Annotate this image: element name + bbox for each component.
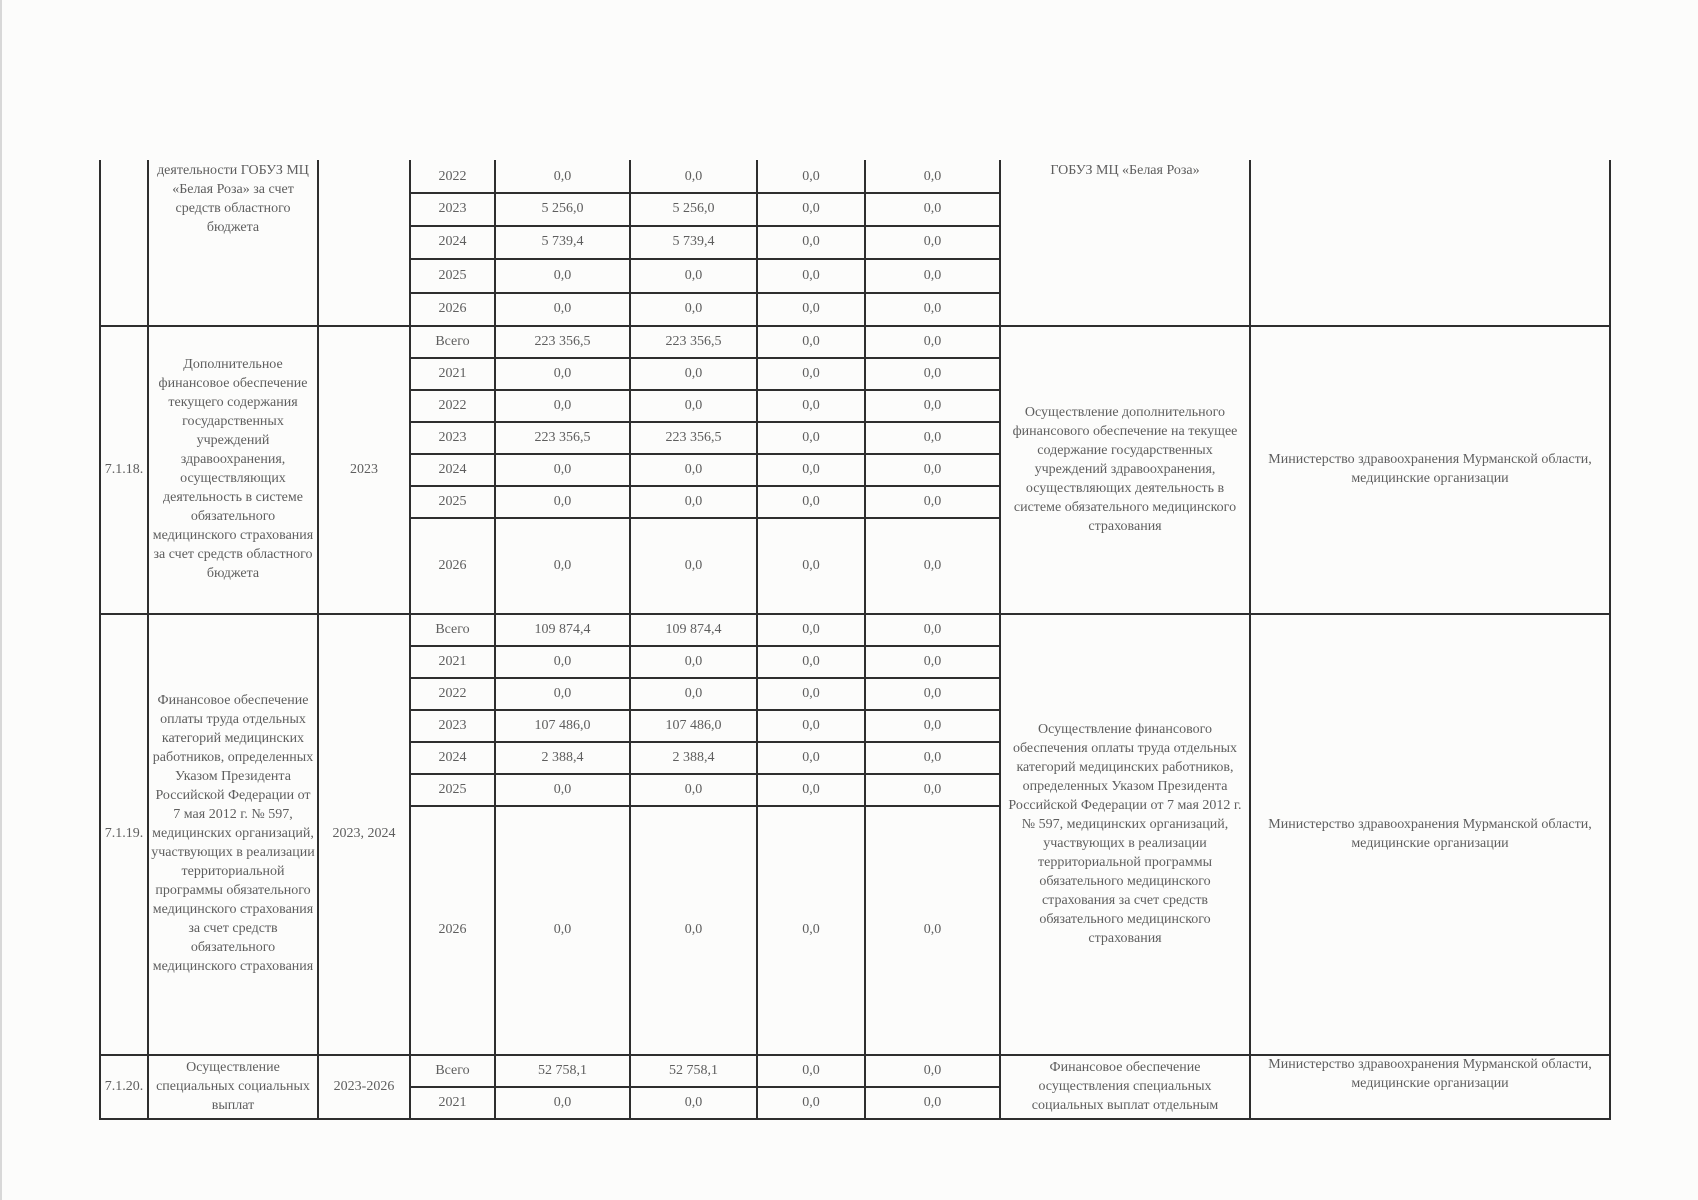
column-rule: [1249, 160, 1251, 1120]
finance-value-total: 109 874,4: [534, 621, 591, 637]
finance-value-other: 0,0: [923, 922, 942, 937]
measure-term: 2023-2026: [333, 1078, 395, 1094]
row-rule: [410, 709, 1000, 711]
finance-value-regional: 0,0: [684, 461, 703, 477]
finance-value-other: 0,0: [923, 621, 942, 637]
finance-year: 2021: [438, 653, 467, 669]
finance-value-other: 0,0: [923, 749, 942, 765]
finance-value-regional: 0,0: [684, 267, 703, 283]
finance-value-other: 0,0: [923, 717, 942, 733]
finance-value-federal: 0,0: [802, 1062, 820, 1078]
finance-value-regional: 109 874,4: [665, 621, 722, 637]
finance-year: Всего: [435, 621, 470, 637]
expected-result: Финансовое обеспечение осуществления специальных социальных выплат отдельным: [1031, 1059, 1219, 1113]
finance-value-federal: 0,0: [802, 365, 820, 381]
finance-value-total: 0,0: [553, 267, 572, 283]
finance-value-regional: 0,0: [684, 922, 703, 937]
row-rule: [410, 421, 1000, 423]
finance-value-other: 0,0: [923, 333, 942, 349]
finance-value-regional: 2 388,4: [672, 749, 715, 765]
finance-value-total: 0,0: [553, 781, 572, 797]
finance-value-other: 0,0: [923, 461, 942, 477]
finance-value-total: 223 356,5: [534, 333, 591, 349]
finance-value-other: 0,0: [923, 685, 942, 701]
column-rule: [864, 160, 866, 1120]
expected-result: Осуществление финансового обеспечения оплаты труда отдельных категорий медицинских работников, определенных Указом Президента Российской Федерации от 7 мая 2012 г. № 597, медицинских организаций, участвующих в реализации территориальной программы обязательного медицинского страхования за счет средств обязательного медицинского страхования: [1008, 721, 1242, 946]
finance-year: 2025: [438, 493, 467, 509]
measure-number: 7.1.19.: [104, 826, 144, 841]
finance-value-federal: 0,0: [802, 1094, 820, 1110]
finance-year: 2024: [438, 461, 467, 477]
finance-value-total: 5 739,4: [541, 234, 584, 249]
row-rule: [410, 677, 1000, 679]
finance-value-other: 0,0: [923, 557, 942, 573]
row-rule: [410, 389, 1000, 391]
row-rule: [410, 805, 1000, 807]
finance-value-total: 0,0: [553, 397, 572, 413]
responsible-executor: Министерство здравоохранения Мурманской области, медицинские организации: [1268, 816, 1592, 851]
finance-year: 2024: [438, 234, 467, 249]
finance-value-other: 0,0: [923, 397, 942, 413]
finance-value-regional: 5 256,0: [672, 201, 715, 216]
finance-year: 2023: [438, 429, 467, 445]
finance-value-other: 0,0: [923, 1094, 942, 1110]
finance-value-total: 0,0: [553, 557, 572, 573]
row-rule: [410, 1086, 1000, 1088]
finance-value-regional: 223 356,5: [665, 429, 722, 445]
measure-term: 2023, 2024: [332, 826, 396, 841]
finance-value-federal: 0,0: [802, 234, 820, 249]
finance-value-total: 5 256,0: [541, 201, 584, 216]
finance-value-federal: 0,0: [802, 429, 820, 445]
finance-value-regional: 5 739,4: [672, 234, 715, 249]
responsible-executor: [1253, 161, 1607, 324]
finance-year: 2021: [438, 1094, 467, 1110]
finance-year: 2026: [438, 557, 467, 573]
measure-term: [321, 161, 407, 324]
finance-value-total: 0,0: [553, 922, 572, 937]
finance-value-federal: 0,0: [802, 397, 820, 413]
block-rule: [100, 1054, 1610, 1056]
finance-year: 2023: [438, 717, 467, 733]
row-rule: [410, 292, 1000, 294]
finance-value-federal: 0,0: [802, 717, 820, 733]
row-rule: [410, 258, 1000, 260]
finance-value-regional: 0,0: [684, 653, 703, 669]
finance-value-total: 0,0: [553, 461, 572, 477]
finance-value-total: 0,0: [553, 365, 572, 381]
finance-value-federal: 0,0: [802, 781, 820, 797]
finance-year: 2025: [438, 267, 467, 283]
finance-year: 2023: [438, 201, 467, 216]
row-rule: [410, 741, 1000, 743]
finance-value-federal: 0,0: [802, 685, 820, 701]
block-rule: [100, 1118, 1610, 1120]
finance-value-federal: 0,0: [802, 201, 820, 216]
finance-value-regional: 0,0: [684, 493, 703, 509]
measure-name: деятельности ГОБУЗ МЦ «Белая Роза» за счет средств областного бюджета: [157, 163, 309, 235]
row-rule: [410, 225, 1000, 227]
finance-year: 2021: [438, 365, 467, 381]
finance-value-total: 0,0: [553, 301, 572, 316]
finance-value-regional: 0,0: [684, 301, 703, 316]
column-rule: [999, 160, 1001, 1120]
responsible-executor: Министерство здравоохранения Мурманской области, медицинские организации: [1268, 1057, 1592, 1091]
finance-value-federal: 0,0: [802, 922, 820, 937]
finance-value-other: 0,0: [923, 168, 942, 184]
measure-name: Осуществление специальных социальных выплат: [156, 1059, 310, 1113]
finance-value-federal: 0,0: [802, 653, 820, 669]
row-rule: [410, 192, 1000, 194]
finance-value-federal: 0,0: [802, 168, 820, 184]
finance-value-regional: 0,0: [684, 397, 703, 413]
finance-value-federal: 0,0: [802, 749, 820, 765]
finance-value-other: 0,0: [923, 1062, 942, 1078]
block-rule: [100, 325, 1610, 327]
finance-value-federal: 0,0: [802, 333, 820, 349]
scan-left-edge: [0, 0, 2, 1200]
measure-number: 7.1.18.: [104, 461, 144, 477]
column-rule: [317, 160, 319, 1120]
finance-value-regional: 107 486,0: [665, 717, 722, 733]
finance-value-regional: 0,0: [684, 1094, 703, 1110]
finance-value-regional: 223 356,5: [665, 333, 722, 349]
finance-value-other: 0,0: [923, 201, 942, 216]
finance-year: Всего: [435, 1062, 470, 1078]
finance-value-regional: 0,0: [684, 557, 703, 573]
measure-number: 7.1.20.: [104, 1078, 144, 1094]
measure-term: 2023: [350, 461, 378, 477]
finance-value-federal: 0,0: [802, 267, 820, 283]
measure-number: [103, 161, 145, 324]
finance-year: 2026: [438, 301, 467, 316]
finance-value-regional: 0,0: [684, 685, 703, 701]
finance-value-other: 0,0: [923, 234, 942, 249]
finance-value-total: 223 356,5: [534, 429, 591, 445]
finance-year: 2025: [438, 781, 467, 797]
finance-value-total: 107 486,0: [534, 717, 591, 733]
row-rule: [410, 645, 1000, 647]
finance-value-regional: 0,0: [684, 365, 703, 381]
finance-value-total: 0,0: [553, 1094, 572, 1110]
finance-value-other: 0,0: [923, 301, 942, 316]
column-rule: [756, 160, 758, 1120]
finance-value-federal: 0,0: [802, 461, 820, 477]
row-rule: [410, 773, 1000, 775]
finance-value-total: 52 758,1: [538, 1062, 587, 1078]
finance-value-regional: 0,0: [684, 168, 703, 184]
finance-value-other: 0,0: [923, 653, 942, 669]
row-rule: [410, 357, 1000, 359]
finance-value-total: 0,0: [553, 493, 572, 509]
measure-name: Дополнительное финансовое обеспечение текущего содержания государственных учреждений здравоохранения, осуществляющих деятельность в системе обязательного медицинского страхования за счет средств областного бюджета: [152, 357, 314, 581]
row-rule: [410, 453, 1000, 455]
finance-year: 2022: [438, 168, 467, 184]
expected-result: Осуществление дополнительного финансового обеспечение на текущее содержание государственных учреждений здравоохранения, осуществляющих деятельность в системе обязательного медицинского страхования: [1012, 404, 1238, 534]
finance-value-other: 0,0: [923, 781, 942, 797]
finance-value-regional: 0,0: [684, 781, 703, 797]
column-rule: [494, 160, 496, 1120]
finance-year: 2022: [438, 685, 467, 701]
measure-name: Финансовое обеспечение оплаты труда отдельных категорий медицинских работников, определенных Указом Президента Российской Федерации от 7 мая 2012 г. № 597, медицинских организаций, участвующих в реализации территориальной программы обязательного медицинского страхования за счет средств обязательного медицинского страхования: [151, 693, 315, 974]
finance-value-federal: 0,0: [802, 493, 820, 509]
expected-result: ГОБУЗ МЦ «Белая Роза»: [1050, 163, 1200, 178]
finance-value-total: 2 388,4: [541, 749, 584, 765]
column-rule: [409, 160, 411, 1120]
finance-value-federal: 0,0: [802, 621, 820, 637]
row-rule: [410, 485, 1000, 487]
finance-value-total: 0,0: [553, 653, 572, 669]
responsible-executor: Министерство здравоохранения Мурманской области, медицинские организации: [1268, 452, 1592, 486]
finance-year: 2026: [438, 922, 467, 937]
block-rule: [100, 613, 1610, 615]
column-rule: [99, 160, 101, 1120]
finance-value-other: 0,0: [923, 267, 942, 283]
column-rule: [1609, 160, 1611, 1120]
finance-value-federal: 0,0: [802, 557, 820, 573]
finance-value-other: 0,0: [923, 429, 942, 445]
finance-value-federal: 0,0: [802, 301, 820, 316]
row-rule: [410, 517, 1000, 519]
finance-value-regional: 52 758,1: [669, 1062, 718, 1078]
finance-year: 2022: [438, 397, 467, 413]
finance-value-total: 0,0: [553, 685, 572, 701]
column-rule: [147, 160, 149, 1120]
finance-value-other: 0,0: [923, 493, 942, 509]
finance-year: Всего: [435, 333, 470, 349]
column-rule: [629, 160, 631, 1120]
finance-value-total: 0,0: [553, 168, 572, 184]
finance-year: 2024: [438, 749, 467, 765]
finance-value-other: 0,0: [923, 365, 942, 381]
